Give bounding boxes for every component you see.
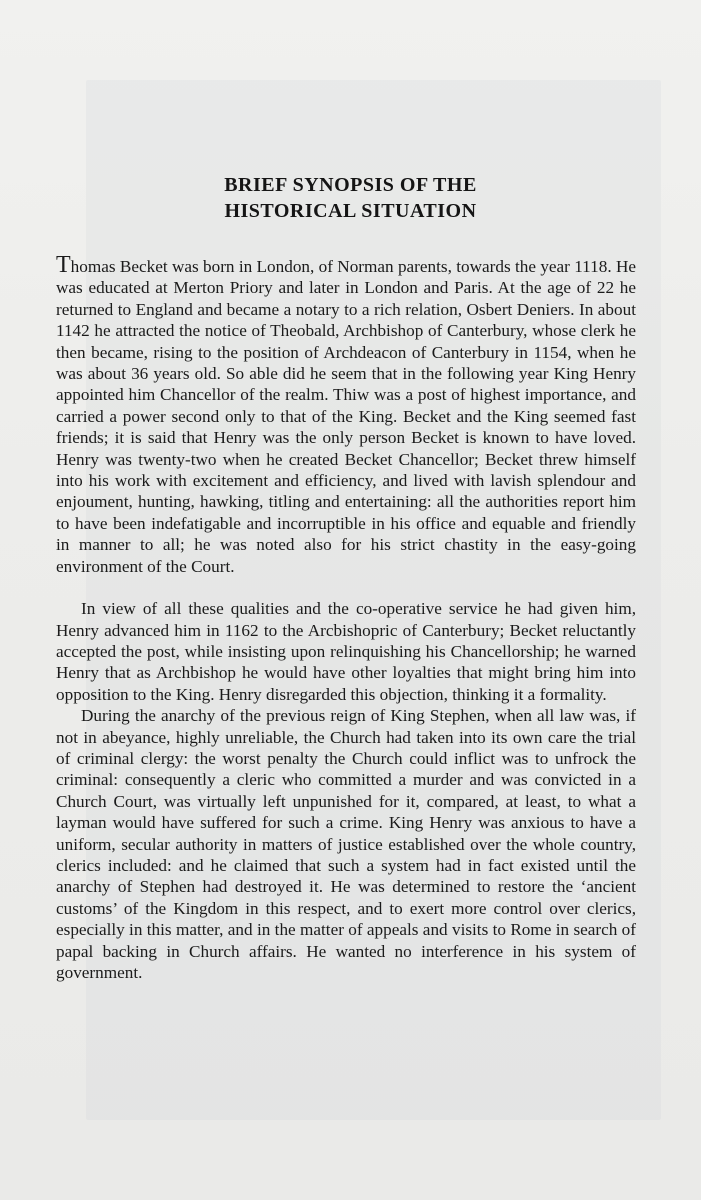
paragraph-2: In view of all these qualities and the co-operative service he had given him, Henry advanced him in 1162 to the Arcbishopric of Canterbury; Becket reluctantly accepted the post, while insisting upon relinquishing his Chancellorship; he warned Henry that as Archbishop he would have other loyalties that might bring him into opposition to the King. Henry disregarded this objection, thinking it a formality. bbox=[56, 599, 636, 704]
paragraph-1-text: homas Becket was born in London, of Norman parents, towards the year 1118. He was educated at Merton Priory and later in London and Paris. At the age of 22 he returned to England and became a notary to a rich relation, Osbert Deniers. In about 1142 he attracted the notice of Theobald, Archbishop of Canterbury, whose clerk he then became, rising to the position of Archdeacon of Canterbury in 1154, when he was about 36 years old. So able did he seem that in the following year King Henry appointed him Chancellor of the realm. Thiw was a post of highest importance, and carried a power second only to that of the King. Becket and the King seemed fast friends; it is said that Henry was the only person Becket is known to have loved. Henry was twenty-two when he created Becket Chancellor; Becket threw himself into his work with excitement and efficiency, and lived with lavish splendour and enjoument, hunting, hawking, titling and entertaining: all the authorities report him to have been indefatigable and incorruptible in his office and equable and friendly in manner to all; he was noted also for his strict chastity in the easy-going environment of the Court. bbox=[56, 257, 636, 576]
title-line-2: HISTORICAL SITUATION bbox=[224, 200, 477, 222]
title-line-1: BRIEF SYNOPSIS OF THE bbox=[224, 174, 477, 196]
paragraph-1 bbox=[56, 252, 636, 577]
initial-letter: T bbox=[56, 252, 71, 278]
page-title bbox=[0, 172, 701, 224]
synopsis-body bbox=[56, 252, 636, 983]
paragraph-3: During the anarchy of the previous reign of King Stephen, when all law was, if not in abeyance, highly unreliable, the Church had taken into its own care the trial of criminal clergy: the worst penalty the Church could inflict was to unfrock the criminal: consequently a cleric who committed a murder and was convicted in a Church Court, was virtually left unpunished for it, compared, at least, to what a layman would have suffered for such a crime. King Henry was anxious to have a uniform, secular authority in matters of justice established over the whole country, clerics included: and he claimed that such a system had in fact existed until the anarchy of Stephen had destroyed it. He was determined to restore the ‘ancient customs’ of the Kingdom in this respect, and to exert more control over clerics, especially in this matter, and in the matter of appeals and visits to Rome in search of papal backing in Church affairs. He wanted no interference in his system of government. bbox=[56, 706, 636, 982]
